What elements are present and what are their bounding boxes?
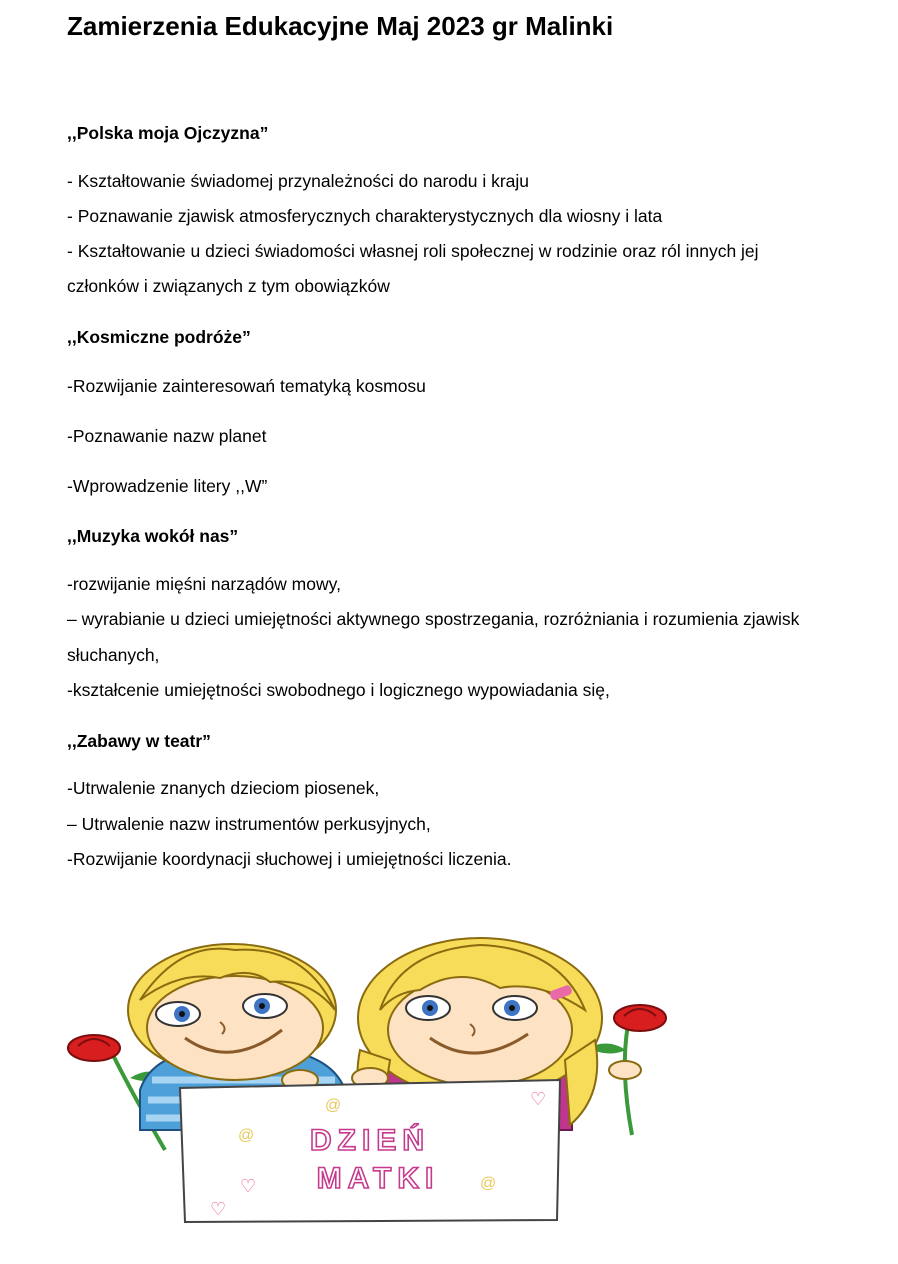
heart-icon: ♡ <box>210 1199 227 1219</box>
sign-board <box>180 1080 560 1222</box>
swirl-icon: @ <box>238 1127 255 1144</box>
list-item: członków i związanych z tym obowiązków <box>67 276 390 296</box>
list-item: -Rozwijanie zainteresowań tematyką kosmosu <box>67 376 426 396</box>
list-item: -Wprowadzenie litery ,,W” <box>67 476 268 496</box>
page-title: Zamierzenia Edukacyjne Maj 2023 gr Malinki <box>67 11 614 41</box>
list-item: -Rozwijanie koordynacji słuchowej i umiejętności liczenia. <box>67 849 512 869</box>
list-item: - Kształtowanie świadomej przynależności do narodu i kraju <box>67 171 530 191</box>
list-item: -rozwijanie mięśni narządów mowy, <box>67 574 341 594</box>
list-item: -Poznawanie nazw planet <box>67 426 267 446</box>
list-item: słuchanych, <box>67 645 160 665</box>
section-heading: ,,Zabawy w teatr” <box>67 731 211 751</box>
section-heading: ,,Kosmiczne podróże” <box>67 327 251 347</box>
mothers-day-illustration <box>60 930 680 1230</box>
list-item: -Utrwalenie znanych dzieciom piosenek, <box>67 778 380 798</box>
heart-icon: ♡ <box>530 1089 547 1109</box>
sign-line2: MATKI <box>316 1162 440 1195</box>
heart-icon: ♡ <box>240 1176 257 1196</box>
list-item: – wyrabianie u dzieci umiejętności aktywnego spostrzegania, rozróżniania i rozumienia zjawisk <box>67 609 800 629</box>
list-item: -kształcenie umiejętności swobodnego i logicznego wypowiadania się, <box>67 680 610 700</box>
swirl-icon: @ <box>480 1175 497 1192</box>
section-heading: ,,Muzyka wokół nas” <box>67 526 239 546</box>
swirl-icon: @ <box>325 1097 342 1114</box>
list-item: - Poznawanie zjawisk atmosferycznych charakterystycznych dla wiosny i lata <box>67 206 663 226</box>
section-heading: ,,Polska moja Ojczyzna” <box>67 123 269 143</box>
list-item: - Kształtowanie u dzieci świadomości własnej roli społecznej w rodzinie oraz ról innych jej <box>67 241 759 261</box>
sign-line1: DZIEŃ <box>310 1124 430 1157</box>
list-item: – Utrwalenie nazw instrumentów perkusyjnych, <box>67 814 431 834</box>
